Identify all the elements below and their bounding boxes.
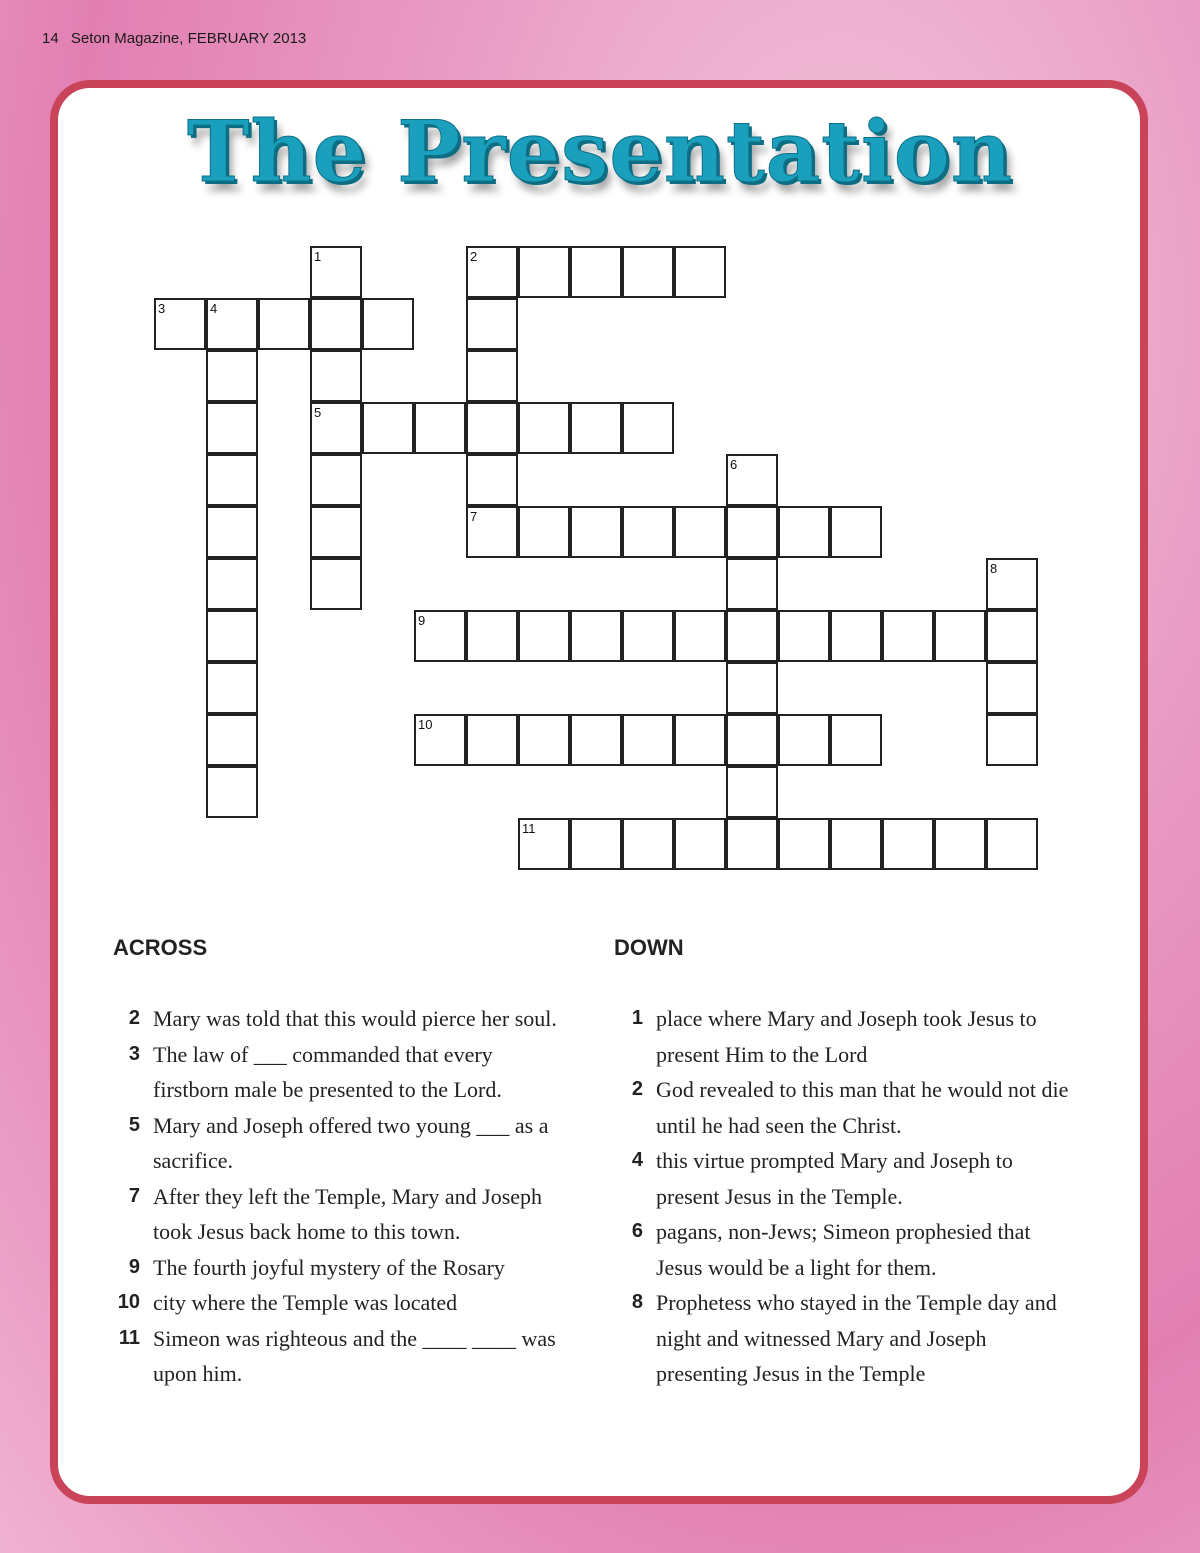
crossword-cell[interactable] [986, 818, 1038, 870]
crossword-cell[interactable] [206, 298, 258, 350]
crossword-cell[interactable] [830, 506, 882, 558]
crossword-cell[interactable] [622, 506, 674, 558]
clue-text: Prophetess who stayed in the Temple day and night and witnessed Mary and Joseph presenting Jesus in the Temple [656, 1290, 1057, 1386]
crossword-cell[interactable] [310, 558, 362, 610]
clue-number: 4 [631, 1149, 643, 1171]
crossword-cell[interactable] [310, 402, 362, 454]
clue-text: The fourth joyful mystery of the Rosary [153, 1254, 505, 1280]
crossword-cell[interactable] [154, 298, 206, 350]
clue-text: Simeon was righteous and the ____ ____ was upon him. [153, 1325, 556, 1386]
clue-text: this virtue prompted Mary and Joseph to present Jesus in the Temple. [656, 1148, 1013, 1209]
clue-number: 1 [631, 1007, 643, 1029]
crossword-cell[interactable] [466, 402, 518, 454]
across-clue [100, 1321, 570, 1392]
crossword-cell[interactable] [518, 818, 570, 870]
crossword-cell[interactable] [726, 766, 778, 818]
crossword-cell[interactable] [206, 454, 258, 506]
crossword-cell[interactable] [622, 610, 674, 662]
crossword-cell[interactable] [570, 506, 622, 558]
clue-number: 5 [314, 405, 322, 420]
crossword-cell[interactable] [518, 610, 570, 662]
crossword-cell[interactable] [570, 246, 622, 298]
crossword-cell[interactable] [986, 610, 1038, 662]
crossword-cell[interactable] [830, 610, 882, 662]
across-clue [100, 1001, 570, 1037]
crossword-cell[interactable] [726, 506, 778, 558]
crossword-cell[interactable] [518, 714, 570, 766]
down-clue [603, 1214, 1073, 1285]
crossword-cell[interactable] [206, 506, 258, 558]
crossword-cell[interactable] [986, 662, 1038, 714]
crossword-cell[interactable] [778, 818, 830, 870]
crossword-cell[interactable] [206, 714, 258, 766]
page-title: The Presentation [187, 102, 1013, 201]
crossword-cell[interactable] [206, 662, 258, 714]
clue-number: 6 [631, 1220, 643, 1242]
crossword-cell[interactable] [726, 662, 778, 714]
clue-number: 11 [522, 821, 536, 836]
crossword-cell[interactable] [518, 506, 570, 558]
crossword-cell[interactable] [362, 298, 414, 350]
clue-text: place where Mary and Joseph took Jesus to present Him to the Lord [656, 1006, 1037, 1067]
clue-number: 3 [128, 1042, 140, 1065]
clue-number: 6 [730, 457, 738, 472]
crossword-cell[interactable] [674, 610, 726, 662]
across-clue [100, 1285, 570, 1321]
crossword-cell[interactable] [206, 402, 258, 454]
across-clue-list [100, 1001, 570, 1392]
across-clue [100, 1179, 570, 1250]
clue-text: Mary was told that this would pierce her soul. [153, 1006, 557, 1031]
publication-name: Seton Magazine, FEBRUARY 2013 [70, 30, 307, 47]
crossword-cell[interactable] [986, 714, 1038, 766]
clue-number: 9 [128, 1255, 140, 1278]
clue-number: 9 [418, 613, 426, 628]
crossword-cell[interactable] [466, 298, 518, 350]
crossword-cell[interactable] [414, 610, 466, 662]
crossword-cell[interactable] [882, 610, 934, 662]
down-clue [603, 1143, 1073, 1214]
across-heading: ACROSS [113, 935, 208, 960]
down-clue [603, 1001, 1073, 1072]
clue-number: 8 [631, 1291, 643, 1313]
clue-number: 10 [117, 1291, 140, 1313]
crossword-cell[interactable] [206, 350, 258, 402]
crossword-cell[interactable] [518, 246, 570, 298]
down-clue [603, 1285, 1073, 1392]
clue-number: 2 [631, 1078, 643, 1100]
crossword-cell[interactable] [414, 402, 466, 454]
clue-text: God revealed to this man that he would not die until he had seen the Christ. [656, 1077, 1069, 1138]
crossword-cell[interactable] [726, 454, 778, 506]
crossword-cell[interactable] [726, 610, 778, 662]
crossword-cell[interactable] [674, 818, 726, 870]
crossword-cell[interactable] [466, 506, 518, 558]
crossword-cell[interactable] [674, 246, 726, 298]
crossword-cell[interactable] [310, 506, 362, 558]
crossword-cell[interactable] [310, 350, 362, 402]
crossword-cell[interactable] [466, 454, 518, 506]
clue-number: 11 [118, 1326, 140, 1349]
clue-number: 2 [470, 249, 478, 264]
clue-text: city where the Temple was located [153, 1290, 458, 1315]
crossword-cell[interactable] [466, 610, 518, 662]
crossword-cell[interactable] [622, 818, 674, 870]
clue-number: 10 [418, 717, 433, 732]
crossword-cell[interactable] [674, 506, 726, 558]
clue-text: The law of ___ commanded that every firstborn male be presented to the Lord. [153, 1041, 502, 1102]
clue-number: 1 [314, 249, 322, 264]
crossword-cell[interactable] [570, 714, 622, 766]
crossword-cell[interactable] [622, 246, 674, 298]
crossword-cell[interactable] [830, 818, 882, 870]
crossword-cell[interactable] [726, 818, 778, 870]
crossword-cell[interactable] [310, 298, 362, 350]
crossword-cell[interactable] [570, 402, 622, 454]
crossword-cell[interactable] [310, 454, 362, 506]
crossword-cell[interactable] [622, 714, 674, 766]
crossword-cell[interactable] [362, 402, 414, 454]
down-clue-list [603, 1001, 1073, 1392]
crossword-cell[interactable] [778, 610, 830, 662]
crossword-cell[interactable] [518, 402, 570, 454]
crossword-cell[interactable] [466, 246, 518, 298]
crossword-cell[interactable] [934, 818, 986, 870]
page-number: 14 [42, 30, 59, 47]
crossword-cell[interactable] [206, 766, 258, 818]
clue-text: pagans, non-Jews; Simeon prophesied that Jesus would be a light for them. [656, 1219, 1031, 1280]
clue-text: After they left the Temple, Mary and Joseph took Jesus back home to this town. [153, 1183, 543, 1244]
down-heading: DOWN [614, 935, 684, 960]
crossword-cell[interactable] [570, 818, 622, 870]
crossword-cell[interactable] [726, 714, 778, 766]
crossword-cell[interactable] [414, 714, 466, 766]
clue-number: 7 [470, 509, 478, 524]
crossword-cell[interactable] [466, 350, 518, 402]
across-clue [100, 1108, 570, 1179]
crossword-cell[interactable] [778, 714, 830, 766]
clue-number: 2 [128, 1007, 140, 1029]
crossword-cell[interactable] [466, 714, 518, 766]
crossword-cell[interactable] [674, 714, 726, 766]
crossword-cell[interactable] [986, 558, 1038, 610]
clue-number: 5 [128, 1113, 140, 1136]
down-clue [603, 1072, 1073, 1143]
crossword-cell[interactable] [934, 610, 986, 662]
across-clue [100, 1037, 570, 1108]
crossword-cell[interactable] [570, 610, 622, 662]
clue-number: 7 [128, 1184, 140, 1207]
crossword-cell[interactable] [310, 246, 362, 298]
crossword-cell[interactable] [778, 506, 830, 558]
clue-number: 8 [990, 561, 998, 576]
crossword-cell[interactable] [830, 714, 882, 766]
clue-text: Mary and Joseph offered two young ___ as a sacrifice. [153, 1112, 549, 1173]
crossword-cell[interactable] [258, 298, 310, 350]
clue-number: 3 [158, 301, 166, 316]
clue-number: 4 [210, 301, 218, 316]
crossword-cell[interactable] [726, 558, 778, 610]
crossword-cell[interactable] [882, 818, 934, 870]
crossword-cell[interactable] [622, 402, 674, 454]
crossword-cell[interactable] [206, 610, 258, 662]
across-clue [100, 1250, 570, 1286]
crossword-cell[interactable] [206, 558, 258, 610]
